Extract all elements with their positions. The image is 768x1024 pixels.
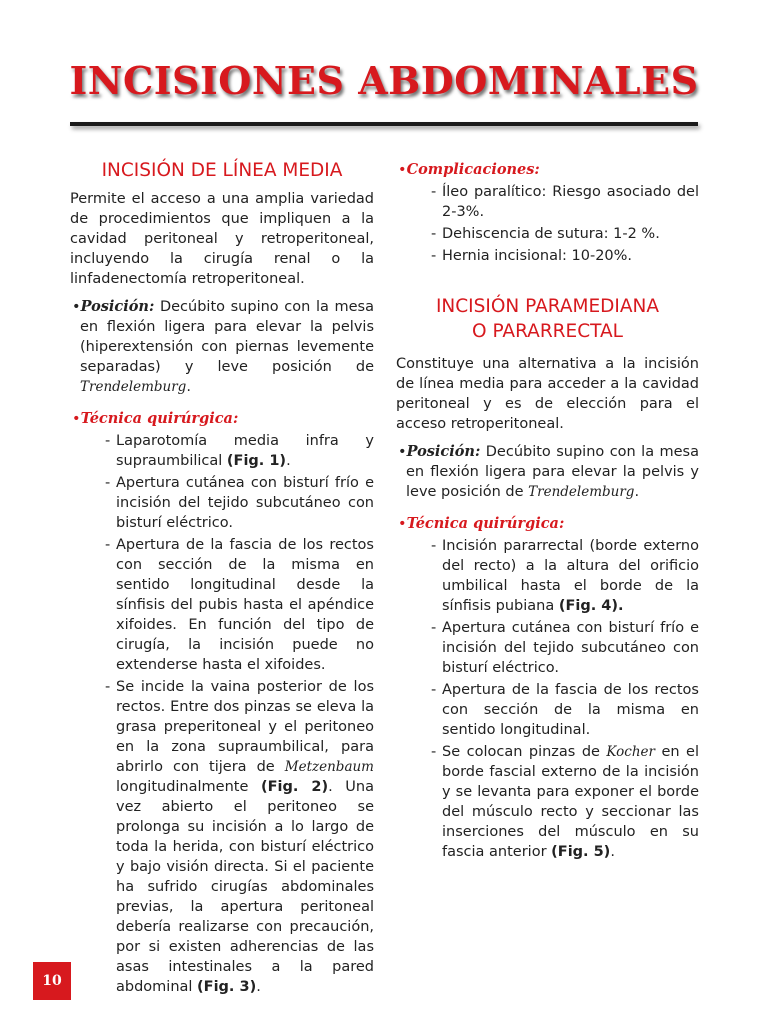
bullet-dot: •	[398, 516, 407, 532]
fig-ref: (Fig. 1)	[226, 453, 287, 469]
posicion-end: .	[634, 484, 640, 500]
bullet-dot: •	[398, 162, 407, 178]
section-heading-paramediana	[396, 294, 699, 344]
left-column	[70, 158, 374, 999]
fig-ref: (Fig. 2)	[260, 779, 329, 795]
list-item: - Apertura cutánea con bisturí frío e incisión del tejido subcutáneo con bisturí eléctrico.	[116, 473, 374, 533]
italic-term: Kocher	[606, 744, 655, 760]
list-item: - Laparotomía media infra y supraumbilical (Fig. 1).	[116, 431, 374, 471]
page-number-badge: 10	[33, 962, 71, 1000]
list-item: - Hernia incisional: 10-20%.	[442, 246, 699, 266]
posicion-italic: Trendelemburg	[80, 379, 187, 395]
bullet-dot: •	[72, 411, 81, 427]
intro-paragraph: Permite el acceso a una amplia variedad de procedimientos que impliquen a la cavidad peritoneal y retroperitoneal, incluyendo la cirugía renal o la linfadenectomía retroperitoneal.	[70, 191, 374, 287]
list-item: - Íleo paralítico: Riesgo asociado del 2-3%.	[442, 182, 699, 222]
bullet-tecnica	[70, 409, 374, 997]
fig-ref: (Fig. 4).	[558, 598, 624, 614]
tecnica-list	[70, 431, 374, 997]
heading-line-1: INCISIÓN PARAMEDIANA	[435, 296, 660, 317]
list-item: - Dehiscencia de sutura: 1-2 %.	[442, 224, 699, 244]
list-item: - Se colocan pinzas de Kocher en el borde fascial externo de la incisión y se levanta para exponer el borde del músculo recto y seccionar las inserciones del músculo en su fascia anterior (Fig. 5).	[442, 742, 699, 862]
tecnica-list	[396, 536, 699, 862]
list-item: - Se incide la vaina posterior de los rectos. Entre dos pinzas se eleva la grasa preperitoneal y el peritoneo en la zona supraumbilical, para abrirlo con tijera de Metzenbaum longitudinalmente (Fig. 2). Una vez abierto el peritoneo se prolonga su incisión a lo largo de toda la herida, con bisturí eléctrico y bajo visión directa. Si el paciente ha sufrido cirugías abdominales previas, la apertura peritoneal debería realizarse con precaución, por si existen adherencias de las asas intestinales a la pared abdominal (Fig. 3).	[116, 677, 374, 997]
complicaciones-list	[396, 182, 699, 266]
right-column	[396, 160, 699, 864]
tecnica-label: Técnica quirúrgica:	[406, 515, 565, 532]
page-title: INCISIONES ABDOMINALES	[69, 58, 699, 103]
posicion-end: .	[186, 379, 191, 395]
section-heading-linea-media: INCISIÓN DE LÍNEA MEDIA	[101, 160, 343, 181]
posicion-label: Posición:	[406, 443, 481, 460]
title-divider	[70, 122, 698, 126]
heading-line-2: O PARARRECTAL	[472, 321, 623, 342]
bullet-posicion	[396, 442, 699, 502]
posicion-text: Decúbito supino con la mesa en flexión ligera para elevar la pelvis y leve posición de	[406, 444, 699, 500]
bullet-tecnica	[396, 514, 699, 862]
posicion-text: Decúbito supino con la mesa en flexión ligera para elevar la pelvis (hiperextensión con piernas levemente separadas) y leve posición de	[80, 299, 374, 375]
intro-paragraph: Constituye una alternativa a la incisión de línea media para acceder a la cavidad peritoneal y es de elección para el acceso retroperitoneal.	[396, 356, 699, 432]
italic-term: Metzenbaum	[284, 759, 374, 775]
list-item: - Apertura de la fascia de los rectos con sección de la misma en sentido longitudinal.	[442, 680, 699, 740]
list-item: - Apertura cutánea con bisturí frío e incisión del tejido subcutáneo con bisturí eléctrico.	[442, 618, 699, 678]
tecnica-label: Técnica quirúrgica:	[80, 410, 239, 427]
fig-ref: (Fig. 3)	[197, 979, 257, 995]
complicaciones-label: Complicaciones:	[406, 161, 540, 178]
bullet-dot: •	[72, 299, 81, 315]
bullet-dot: •	[398, 444, 407, 460]
bullet-complicaciones	[396, 160, 699, 266]
posicion-label: Posición:	[80, 298, 155, 315]
list-item: - Apertura de la fascia de los rectos con sección de la misma en sentido longitudinal desde la sínfisis del pubis hasta el apéndice xifoides. En función del tipo de cirugía, la incisión puede no extenderse hasta el xifoides.	[116, 535, 374, 675]
posicion-italic: Trendelemburg	[528, 484, 635, 500]
fig-ref: (Fig. 5)	[551, 844, 611, 860]
bullet-posicion	[70, 297, 374, 397]
list-item: - Incisión pararrectal (borde externo del recto) a la altura del orificio umbilical hasta el borde de la sínfisis pubiana (Fig. 4).	[442, 536, 699, 616]
